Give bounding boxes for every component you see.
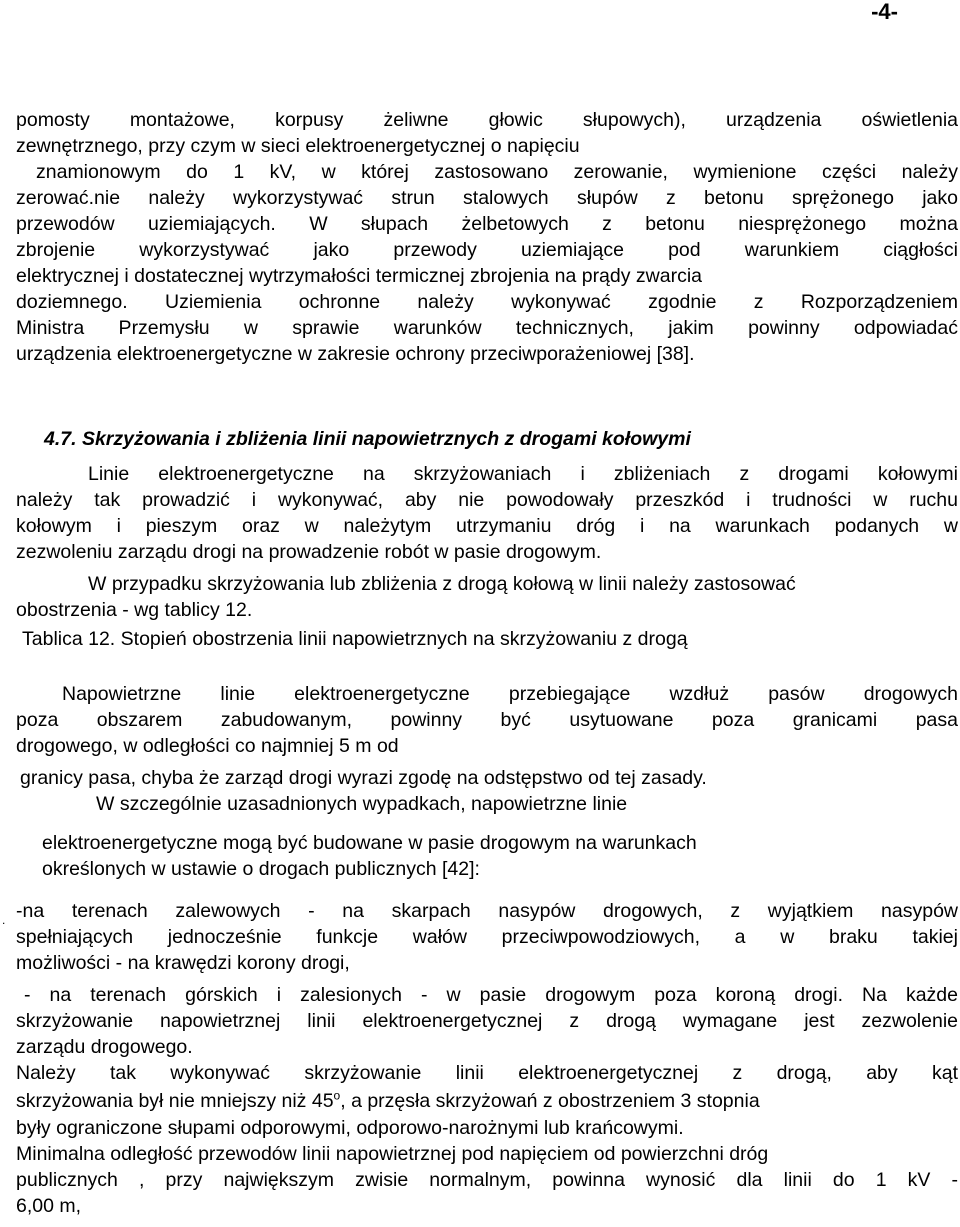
text-line: Linie elektroenergetyczne na skrzyżowaniach i zbliżeniach z drogami kołowymi: [88, 463, 958, 485]
text-line: były ograniczone słupami odporowymi, odporowo-narożnymi lub krańcowymi.: [16, 1117, 684, 1139]
text-line: możliwości - na krawędzi korony drogi,: [16, 952, 350, 974]
text-line: zerować.nie należy wykorzystywać strun stalowych słupów z betonu sprężonego jako: [16, 187, 958, 209]
text-line: należy tak prowadzić i wykonywać, aby nie powodowały przeszkód i trudności w ruchu: [16, 489, 958, 511]
section-heading: 4.7. Skrzyżowania i zbliżenia linii napowietrznych z drogami kołowymi: [44, 428, 691, 450]
text-line: znamionowym do 1 kV, w której zastosowano zerowanie, wymienione części należy: [36, 161, 958, 183]
text-line: spełniających jednocześnie funkcje wałów przeciwpowodziowych, a w braku takiej: [16, 926, 958, 948]
text-line: poza obszarem zabudowanym, powinny być usytuowane poza granicami pasa: [16, 709, 958, 731]
text-line: Minimalna odległość przewodów linii napowietrznej pod napięciem od powierzchni dróg: [16, 1143, 769, 1165]
text-line: 6,00 m,: [16, 1195, 82, 1217]
text-segment: , a przęsła skrzyżowań z obostrzeniem 3 stopnia: [340, 1090, 760, 1112]
text-line: W przypadku skrzyżowania lub zbliżenia z drogą kołową w linii należy zastosować: [88, 573, 796, 595]
text-line: przewodów uziemiających. W słupach żelbetowych z betonu niesprężonego można: [16, 213, 958, 235]
stray-mark: .: [2, 913, 6, 927]
text-line: pomosty montażowe, korpusy żeliwne głowic słupowych), urządzenia oświetlenia: [16, 109, 958, 131]
list-item: - na terenach górskich i zalesionych - w pasie drogowym poza koroną drogi. Na każde: [24, 984, 958, 1006]
text-line: zbrojenie wykorzystywać jako przewody uziemiające pod warunkiem ciągłości: [16, 239, 958, 261]
text-line: urządzenia elektroenergetyczne w zakresie ochrony przeciwporażeniowej [38].: [16, 343, 695, 365]
text-line: zezwoleniu zarządu drogi na prowadzenie robót w pasie drogowym.: [16, 541, 602, 563]
text-line: Ministra Przemysłu w sprawie warunków technicznych, jakim powinny odpowiadać: [16, 317, 958, 339]
text-line: W szczególnie uzasadnionych wypadkach, napowietrzne linie: [96, 793, 628, 815]
page-number: -4-: [871, 0, 898, 24]
text-line: zarządu drogowego.: [16, 1036, 193, 1058]
text-line: Napowietrzne linie elektroenergetyczne przebiegające wzdłuż pasów drogowych: [62, 683, 958, 705]
text-line: określonych w ustawie o drogach publicznych [42]:: [42, 858, 480, 880]
degree-superscript: o: [333, 1088, 341, 1103]
text-line: skrzyżowanie napowietrznej linii elektroenergetycznej z drogą wymagane jest zezwolenie: [16, 1010, 958, 1032]
text-line: zewnętrznego, przy czym w sieci elektroenergetycznej o napięciu: [16, 135, 580, 157]
text-line: obostrzenia - wg tablicy 12.: [16, 599, 253, 621]
text-segment: skrzyżowania był nie mniejszy niż 45: [16, 1090, 334, 1112]
text-line: publicznych , przy największym zwisie normalnym, powinna wynosić dla linii do 1 kV -: [16, 1169, 958, 1191]
text-line: Należy tak wykonywać skrzyżowanie linii elektroenergetycznej z drogą, aby kąt: [16, 1062, 958, 1084]
text-line: elektrycznej i dostatecznej wytrzymałości termicznej zbrojenia na prądy zwarcia: [16, 265, 703, 287]
text-line: granicy pasa, chyba że zarząd drogi wyrazi zgodę na odstępstwo od tej zasady.: [20, 767, 707, 789]
text-line: [16, 1088, 958, 1114]
list-item: -na terenach zalewowych - na skarpach nasypów drogowych, z wyjątkiem nasypów: [16, 900, 958, 922]
table-caption: Tablica 12. Stopień obostrzenia linii napowietrznych na skrzyżowaniu z drogą: [22, 628, 688, 650]
text-line: drogowego, w odległości co najmniej 5 m od: [16, 735, 399, 757]
text-line: elektroenergetyczne mogą być budowane w pasie drogowym na warunkach: [42, 832, 697, 854]
text-line: doziemnego. Uziemienia ochronne należy wykonywać zgodnie z Rozporządzeniem: [16, 291, 958, 313]
text-line: kołowym i pieszym oraz w należytym utrzymaniu dróg i na warunkach podanych w: [16, 515, 958, 537]
